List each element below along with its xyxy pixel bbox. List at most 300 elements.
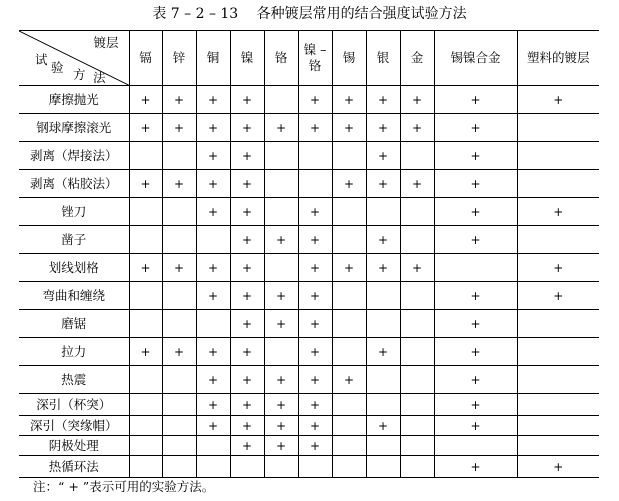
table-cell [366, 226, 400, 254]
table-cell [129, 142, 162, 170]
table-cell [298, 198, 332, 226]
column-header: 锡镍合金 [434, 31, 517, 86]
header-row [19, 31, 599, 86]
plus-mark: + [309, 232, 321, 247]
plus-mark: + [309, 372, 321, 387]
table-cell [162, 394, 196, 416]
column-header: 镉 [129, 31, 162, 86]
table-cell [366, 310, 400, 338]
column-header: 镍 – 铬 [298, 31, 332, 86]
table-cell [517, 366, 599, 394]
table-cell [332, 282, 366, 310]
plus-mark: + [309, 92, 321, 107]
plus-mark: + [241, 148, 253, 163]
plus-mark: + [470, 372, 481, 387]
table-cell [129, 394, 162, 416]
plus-mark: + [140, 260, 151, 275]
table-cell [298, 282, 332, 310]
table-cell [332, 366, 366, 394]
table-cell [434, 416, 517, 436]
table-cell [517, 170, 599, 198]
table-cell [230, 310, 264, 338]
plus-mark: + [470, 288, 481, 303]
plus-mark: + [470, 344, 481, 359]
plus-mark: + [275, 316, 287, 331]
table-cell [264, 282, 298, 310]
table-cell [196, 142, 230, 170]
table-cell [196, 394, 230, 416]
plus-mark: + [241, 176, 253, 191]
table-cell [264, 114, 298, 142]
table-cell [298, 310, 332, 338]
table-cell [517, 456, 599, 478]
table-cell [517, 254, 599, 282]
table-cell [434, 86, 517, 114]
plus-mark: + [140, 92, 151, 107]
plus-mark: + [241, 316, 253, 331]
table-cell [434, 436, 517, 456]
table-cell [517, 86, 599, 114]
plus-mark: + [275, 397, 287, 412]
plus-mark: + [140, 344, 151, 359]
table-number: 表 7 – 2 – 13 [152, 6, 239, 22]
table-cell [264, 310, 298, 338]
table-footnote: 注：“ + ”表示可用的实验方法。 [33, 479, 215, 494]
plus-mark: + [207, 344, 219, 359]
table-cell [230, 436, 264, 456]
plus-mark: + [309, 438, 321, 453]
table-cell [517, 114, 599, 142]
corner-label-char: 方 [73, 67, 86, 82]
table-cell [400, 114, 434, 142]
corner-label-char: 验 [51, 60, 64, 75]
plus-mark: + [241, 232, 253, 247]
plus-mark: + [309, 344, 321, 359]
table-cell [298, 226, 332, 254]
table-cell [162, 86, 196, 114]
plus-mark: + [241, 438, 253, 453]
plus-mark: + [207, 148, 219, 163]
table-cell [366, 114, 400, 142]
row-method-label: 热震 [19, 366, 129, 394]
table-cell [298, 114, 332, 142]
table-cell [400, 338, 434, 366]
table-caption [0, 4, 619, 24]
table-cell [162, 436, 196, 456]
table-cell [162, 170, 196, 198]
table-cell [332, 86, 366, 114]
table-cell [298, 366, 332, 394]
table-cell [366, 86, 400, 114]
table-cell [517, 310, 599, 338]
plus-mark: + [343, 372, 355, 387]
table-cell [332, 456, 366, 478]
plus-mark: + [275, 288, 287, 303]
table-cell [366, 416, 400, 436]
table-cell [264, 254, 298, 282]
table-cell [162, 226, 196, 254]
table-cell [129, 338, 162, 366]
table-cell [264, 436, 298, 456]
row-method-label: 热循环法 [19, 456, 129, 478]
table-cell [400, 436, 434, 456]
plus-mark: + [470, 316, 481, 331]
table-cell [332, 226, 366, 254]
table-cell [129, 282, 162, 310]
table-cell [230, 114, 264, 142]
column-header: 银 [366, 31, 400, 86]
table-cell [366, 436, 400, 456]
table-cell [298, 338, 332, 366]
column-header: 锌 [162, 31, 196, 86]
table-cell [400, 142, 434, 170]
plus-mark: + [207, 176, 219, 191]
table-row [19, 338, 599, 366]
row-method-label: 剥离（焊接法） [19, 142, 129, 170]
table-cell [162, 254, 196, 282]
table-cell [517, 142, 599, 170]
table-row [19, 436, 599, 456]
table-row [19, 456, 599, 478]
corner-label-coating: 镀层 [93, 35, 119, 50]
table-cell [434, 282, 517, 310]
plus-mark: + [309, 418, 321, 433]
plus-mark: + [241, 397, 253, 412]
plus-mark: + [241, 204, 253, 219]
table-cell [230, 86, 264, 114]
plus-mark: + [470, 232, 481, 247]
bonding-strength-table [19, 30, 599, 478]
plus-mark: + [553, 260, 564, 275]
table-cell [298, 86, 332, 114]
table-cell [129, 226, 162, 254]
row-method-label: 阴极处理 [19, 436, 129, 456]
plus-mark: + [343, 260, 355, 275]
plus-mark: + [207, 372, 219, 387]
table-row [19, 366, 599, 394]
plus-mark: + [553, 204, 564, 219]
plus-mark: + [241, 418, 253, 433]
table-cell [434, 456, 517, 478]
table-cell [366, 198, 400, 226]
table-cell [434, 226, 517, 254]
plus-mark: + [343, 92, 355, 107]
table-cell [129, 86, 162, 114]
table-cell [264, 416, 298, 436]
table-cell [230, 170, 264, 198]
plus-mark: + [241, 372, 253, 387]
plus-mark: + [411, 92, 423, 107]
table-cell [434, 254, 517, 282]
table-cell [366, 254, 400, 282]
table-row [19, 254, 599, 282]
table-cell [230, 416, 264, 436]
plus-mark: + [275, 232, 287, 247]
table-cell [400, 366, 434, 394]
table-cell [332, 394, 366, 416]
row-method-label: 锉刀 [19, 198, 129, 226]
table-cell [366, 456, 400, 478]
table-cell [264, 226, 298, 254]
plus-mark: + [411, 120, 423, 135]
plus-mark: + [207, 92, 219, 107]
table-cell [264, 142, 298, 170]
row-method-label: 弯曲和缠绕 [19, 282, 129, 310]
table-cell [517, 198, 599, 226]
table-cell [332, 436, 366, 456]
plus-mark: + [470, 148, 481, 163]
row-method-label: 深引（杯突） [19, 394, 129, 416]
table-cell [298, 436, 332, 456]
table-cell [517, 436, 599, 456]
plus-mark: + [377, 176, 389, 191]
row-method-label: 凿子 [19, 226, 129, 254]
table-cell [162, 456, 196, 478]
table-cell [196, 338, 230, 366]
table-cell [264, 456, 298, 478]
plus-mark: + [377, 232, 389, 247]
table-cell [332, 416, 366, 436]
table-cell [129, 310, 162, 338]
table-cell [196, 282, 230, 310]
table-cell [230, 338, 264, 366]
table-cell [332, 310, 366, 338]
plus-mark: + [207, 260, 219, 275]
table-cell [196, 226, 230, 254]
table-cell [400, 282, 434, 310]
table-cell [298, 254, 332, 282]
table-cell [517, 394, 599, 416]
table-row [19, 310, 599, 338]
table-row [19, 114, 599, 142]
table-cell [264, 394, 298, 416]
table-cell [434, 114, 517, 142]
table-cell [298, 456, 332, 478]
table-cell [400, 86, 434, 114]
plus-mark: + [309, 288, 321, 303]
row-method-label: 深引（突缘帽） [19, 416, 129, 436]
table-cell [264, 86, 298, 114]
table-cell [434, 198, 517, 226]
table-cell [196, 86, 230, 114]
table-cell [162, 114, 196, 142]
plus-mark: + [140, 120, 151, 135]
plus-mark: + [470, 204, 481, 219]
plus-mark: + [377, 92, 389, 107]
table-row [19, 142, 599, 170]
table-cell [264, 198, 298, 226]
plus-mark: + [553, 92, 564, 107]
table-cell [434, 366, 517, 394]
table-cell [332, 254, 366, 282]
row-method-label: 划线划格 [19, 254, 129, 282]
table-cell [400, 416, 434, 436]
table-cell [400, 456, 434, 478]
plus-mark: + [553, 288, 564, 303]
plus-mark: + [377, 148, 389, 163]
plus-mark: + [173, 260, 185, 275]
plus-mark: + [173, 92, 185, 107]
table-cell [162, 416, 196, 436]
table-cell [434, 170, 517, 198]
table-cell [196, 254, 230, 282]
table-cell [400, 394, 434, 416]
row-method-label: 剥离（粘胶法） [19, 170, 129, 198]
plus-mark: + [173, 176, 185, 191]
table-cell [129, 198, 162, 226]
table-row [19, 198, 599, 226]
plus-mark: + [309, 316, 321, 331]
plus-mark: + [377, 344, 389, 359]
plus-mark: + [470, 397, 481, 412]
table-row [19, 170, 599, 198]
table-cell [230, 366, 264, 394]
plus-mark: + [377, 418, 389, 433]
table-cell [434, 394, 517, 416]
row-method-label: 磨锯 [19, 310, 129, 338]
table-cell [129, 366, 162, 394]
table-cell [517, 338, 599, 366]
plus-mark: + [309, 397, 321, 412]
table-cell [434, 142, 517, 170]
plus-mark: + [207, 120, 219, 135]
table-cell [400, 226, 434, 254]
plus-mark: + [173, 120, 185, 135]
plus-mark: + [241, 120, 253, 135]
column-header: 锡 [332, 31, 366, 86]
table-cell [230, 226, 264, 254]
table-cell [162, 338, 196, 366]
table-cell [400, 310, 434, 338]
table-cell [196, 170, 230, 198]
table-cell [366, 394, 400, 416]
table-cell [129, 436, 162, 456]
table-cell [230, 282, 264, 310]
plus-mark: + [241, 92, 253, 107]
column-header: 镍 [230, 31, 264, 86]
table-cell [400, 198, 434, 226]
plus-mark: + [207, 418, 219, 433]
row-method-label: 拉力 [19, 338, 129, 366]
table-row [19, 394, 599, 416]
table-cell [129, 416, 162, 436]
table-cell [196, 456, 230, 478]
corner-label-char: 试 [35, 52, 48, 67]
table-cell [264, 338, 298, 366]
plus-mark: + [241, 344, 253, 359]
column-header: 铬 [264, 31, 298, 86]
column-header: 铜 [196, 31, 230, 86]
table-cell [332, 198, 366, 226]
plus-mark: + [470, 418, 481, 433]
plus-mark: + [275, 438, 287, 453]
table-cell [332, 338, 366, 366]
table-cell [162, 310, 196, 338]
table-cell [264, 366, 298, 394]
table-row [19, 86, 599, 114]
table-cell [366, 170, 400, 198]
table-cell [517, 282, 599, 310]
table-cell [196, 310, 230, 338]
plus-mark: + [173, 344, 185, 359]
plus-mark: + [411, 176, 423, 191]
plus-mark: + [470, 459, 481, 474]
table-cell [129, 254, 162, 282]
table-cell [332, 170, 366, 198]
table-cell [517, 416, 599, 436]
plus-mark: + [207, 288, 219, 303]
table-cell [129, 456, 162, 478]
table-cell [196, 114, 230, 142]
table-cell [162, 198, 196, 226]
table-cell [196, 436, 230, 456]
table-cell [196, 198, 230, 226]
table-cell [230, 456, 264, 478]
plus-mark: + [309, 260, 321, 275]
plus-mark: + [241, 260, 253, 275]
plus-mark: + [275, 120, 287, 135]
table-cell [129, 170, 162, 198]
column-header: 金 [400, 31, 434, 86]
table-cell [129, 114, 162, 142]
plus-mark: + [309, 120, 321, 135]
table-cell [434, 338, 517, 366]
plus-mark: + [553, 459, 564, 474]
table-cell [400, 170, 434, 198]
table-title: 各种镀层常用的结合强度试验方法 [256, 6, 467, 22]
table-cell [298, 394, 332, 416]
plus-mark: + [470, 176, 481, 191]
table-cell [298, 170, 332, 198]
table-cell [162, 366, 196, 394]
table-cell [517, 226, 599, 254]
plus-mark: + [343, 120, 355, 135]
table-cell [400, 254, 434, 282]
plus-mark: + [470, 120, 481, 135]
plus-mark: + [470, 92, 481, 107]
table-cell [366, 142, 400, 170]
table-cell [298, 142, 332, 170]
table-cell [162, 142, 196, 170]
table-cell [230, 142, 264, 170]
corner-label-char: 法 [93, 70, 106, 85]
table-cell [332, 114, 366, 142]
table-cell [264, 170, 298, 198]
table-row [19, 282, 599, 310]
plus-mark: + [275, 372, 287, 387]
table-row [19, 226, 599, 254]
plus-mark: + [207, 204, 219, 219]
plus-mark: + [377, 260, 389, 275]
plus-mark: + [343, 176, 355, 191]
plus-mark: + [207, 397, 219, 412]
header-corner-cell [19, 31, 129, 86]
row-method-label: 钢球摩擦滚光 [19, 114, 129, 142]
plus-mark: + [140, 176, 151, 191]
table-cell [434, 310, 517, 338]
table-cell [196, 366, 230, 394]
plus-mark: + [275, 418, 287, 433]
table-cell [366, 282, 400, 310]
plus-mark: + [241, 288, 253, 303]
table-cell [366, 366, 400, 394]
table-cell [230, 198, 264, 226]
table-cell [162, 282, 196, 310]
row-method-label: 摩擦抛光 [19, 86, 129, 114]
plus-mark: + [411, 260, 423, 275]
table-cell [230, 394, 264, 416]
plus-mark: + [377, 120, 389, 135]
